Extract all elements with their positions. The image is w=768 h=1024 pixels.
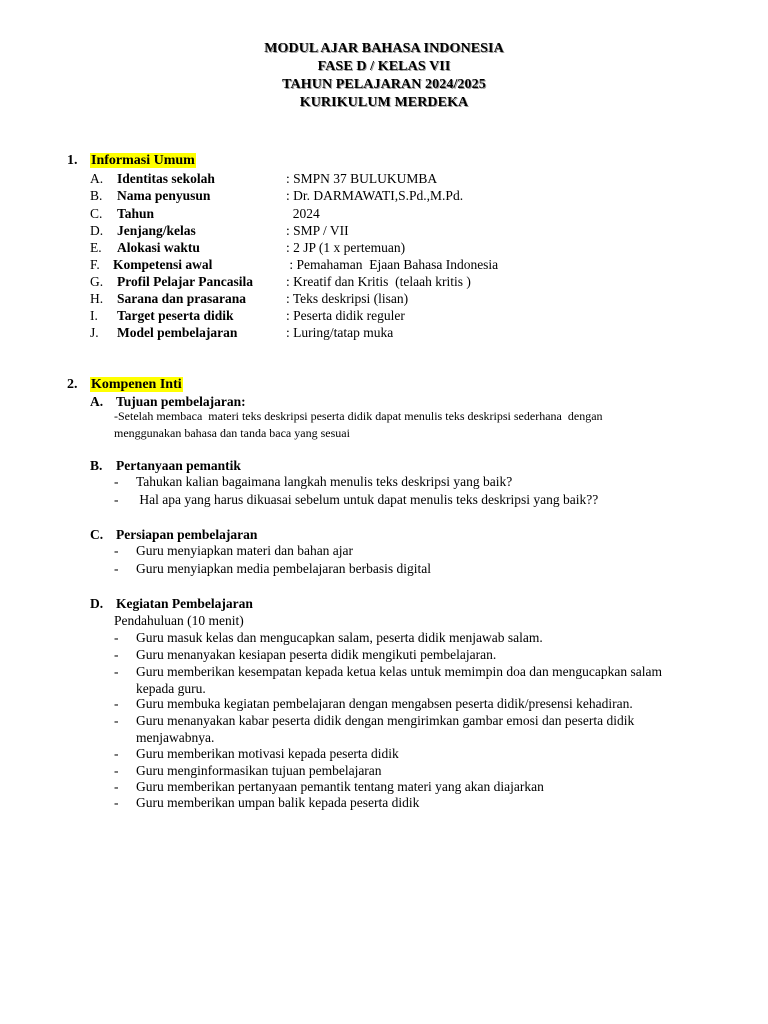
subsection-c-heading	[90, 526, 257, 543]
bullet-dash: -	[114, 647, 119, 662]
bullet-dash: -	[114, 795, 119, 810]
info-row-label: Sarana dan prasarana	[117, 291, 247, 306]
info-row-letter: H.	[90, 291, 104, 306]
bullet-dash: -	[114, 746, 119, 761]
list-item-text: Guru menginformasikan tujuan pembelajaran	[136, 763, 382, 778]
section-1-title: Informasi Umum	[91, 153, 195, 168]
list-item-text: Guru memberikan umpan balik kepada peserta didik	[136, 795, 420, 810]
section-2-heading	[67, 376, 183, 393]
learning-objective-line-1: -Setelah membaca materi teks deskripsi peserta didik dapat menulis teks deskripsi sederhana dengan	[114, 409, 603, 423]
info-row-value: : Pemahaman Ejaan Bahasa Indonesia	[286, 257, 499, 272]
bullet-dash: -	[114, 664, 119, 679]
subsection-a-title: Tujuan pembelajaran:	[116, 394, 246, 409]
section-1-number: 1.	[67, 153, 78, 168]
info-row-label: Jenjang/kelas	[117, 223, 196, 238]
info-row-letter: J.	[90, 325, 99, 340]
list-item-text: Guru menanyakan kabar peserta didik dengan mengirimkan gambar emosi dan peserta didik menjawabnya.	[136, 713, 635, 745]
info-row-letter: F.	[90, 257, 100, 272]
bullet-dash: -	[114, 474, 119, 489]
list-item-text: Guru menyiapkan materi dan bahan ajar	[136, 543, 354, 558]
subsection-c-letter: C.	[90, 527, 104, 542]
list-item	[114, 647, 704, 664]
bullet-dash: -	[114, 630, 119, 645]
info-row-value: : Peserta didik reguler	[286, 308, 405, 323]
info-row-value: : Kreatif dan Kritis (telaah kritis )	[286, 274, 471, 289]
info-row-letter: B.	[90, 188, 103, 203]
document-title-block	[0, 40, 768, 112]
info-row-label: Alokasi waktu	[117, 240, 200, 255]
info-row-label: Identitas sekolah	[117, 171, 215, 186]
list-item-text: Guru membuka kegiatan pembelajaran dengan mengabsen peserta didik/presensi kehadiran.	[136, 696, 633, 711]
section-2-number: 2.	[67, 377, 78, 392]
title-line-4: KURIKULUM MERDEKA	[299, 95, 469, 110]
subsection-d-heading	[90, 595, 253, 612]
info-row-value: : Teks deskripsi (lisan)	[286, 291, 409, 306]
info-row-label: Kompetensi awal	[113, 257, 213, 272]
info-row-value: : Luring/tatap muka	[286, 325, 394, 340]
subsection-c-title: Persiapan pembelajaran	[116, 527, 258, 542]
info-row-label: Target peserta didik	[117, 308, 234, 323]
list-item-text: Guru memberikan motivasi kepada peserta didik	[136, 746, 399, 761]
bullet-dash: -	[114, 492, 119, 507]
learning-objective-text	[114, 408, 714, 441]
info-row-letter: A.	[90, 171, 104, 186]
learning-objective-line-2: menggunakan bahasa dan tanda baca yang sesuai	[114, 425, 350, 440]
info-row-letter: I.	[90, 308, 98, 323]
list-item	[114, 664, 694, 697]
list-item	[114, 713, 674, 746]
subsection-d-title: Kegiatan Pembelajaran	[116, 596, 253, 611]
list-item-text: Guru memberikan pertanyaan pemantik tentang materi yang akan diajarkan	[136, 779, 544, 794]
list-item-text: Guru menyiapkan media pembelajaran berbasis digital	[136, 561, 432, 576]
info-row-value: : SMP / VII	[286, 223, 349, 238]
subsection-d-subtitle: Pendahuluan (10 menit)	[114, 613, 244, 628]
bullet-dash: -	[114, 543, 119, 558]
list-item	[114, 779, 704, 796]
info-row-value: : 2 JP (1 x pertemuan)	[286, 240, 406, 255]
info-row-value: : Dr. DARMAWATI,S.Pd.,M.Pd.	[286, 188, 464, 203]
bullet-dash: -	[114, 779, 119, 794]
list-item-text: Tahukan kalian bagaimana langkah menulis teks deskripsi yang baik?	[136, 474, 513, 489]
bullet-dash: -	[114, 713, 119, 728]
subsection-b-letter: B.	[90, 458, 103, 473]
subsection-b-heading	[90, 457, 241, 474]
info-row-letter: D.	[90, 223, 104, 238]
info-row-letter: G.	[90, 274, 104, 289]
section-2-title: Kompenen Inti	[91, 377, 182, 392]
info-row-letter: C.	[90, 206, 103, 221]
list-item	[114, 474, 704, 491]
list-item	[114, 561, 704, 578]
info-row-value: 2024	[286, 206, 320, 221]
info-row-label: Profil Pelajar Pancasila	[117, 274, 253, 289]
list-item-text: Guru masuk kelas dan mengucapkan salam, peserta didik menjawab salam.	[136, 630, 543, 645]
list-item	[114, 696, 704, 713]
list-item	[114, 630, 704, 647]
list-item-text: Guru menanyakan kesiapan peserta didik mengikuti pembelajaran.	[136, 647, 497, 662]
title-line-1: MODUL AJAR BAHASA INDONESIA	[264, 41, 504, 56]
info-row-label: Tahun	[117, 206, 155, 221]
info-row-label: Model pembelajaran	[117, 325, 238, 340]
info-row-label: Nama penyusun	[117, 188, 211, 203]
list-item	[114, 543, 704, 560]
list-item-text: Hal apa yang harus dikuasai sebelum untuk dapat menulis teks deskripsi yang baik??	[136, 492, 599, 507]
list-item-text: Guru memberikan kesempatan kepada ketua kelas untuk memimpin doa dan mengucapkan salam kepada guru.	[136, 664, 662, 696]
subsection-b-title: Pertanyaan pemantik	[116, 458, 241, 473]
list-item	[114, 795, 704, 812]
list-item	[114, 492, 704, 509]
list-item	[114, 763, 704, 780]
subsection-d-letter: D.	[90, 596, 104, 611]
info-row-letter: E.	[90, 240, 102, 255]
info-row-value: : SMPN 37 BULUKUMBA	[286, 171, 438, 186]
bullet-dash: -	[114, 696, 119, 711]
list-item	[114, 746, 704, 763]
title-line-3: TAHUN PELAJARAN 2024/2025	[282, 77, 486, 92]
bullet-dash: -	[114, 561, 119, 576]
section-1-heading	[67, 152, 196, 169]
title-line-2: FASE D / KELAS VII	[317, 59, 451, 74]
bullet-dash: -	[114, 763, 119, 778]
subsection-a-letter: A.	[90, 394, 104, 409]
